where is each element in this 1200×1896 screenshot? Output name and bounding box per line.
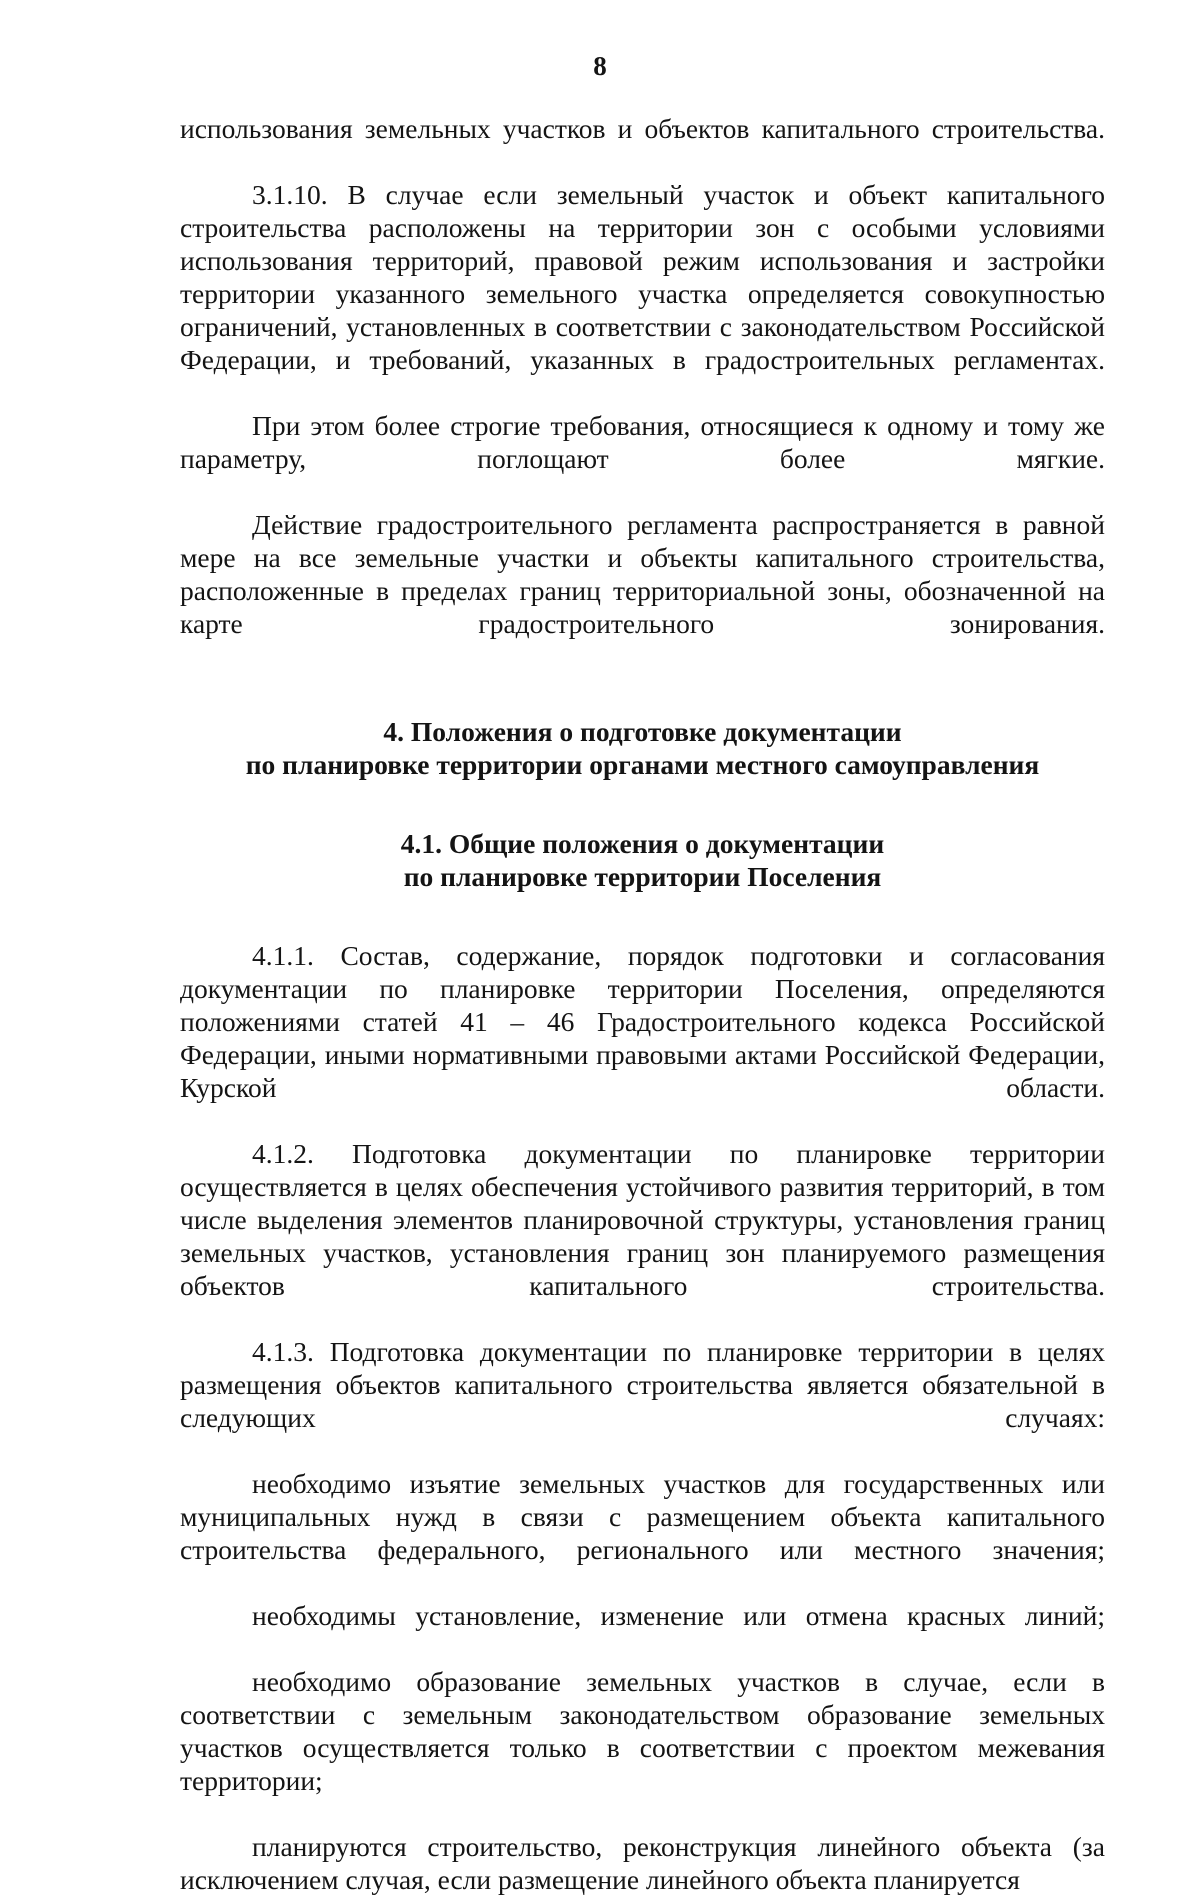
paragraph-3-1-10: 3.1.10. В случае если земельный участок и объект капитального строительства расположены на территории зон с особыми условиями использования территорий, правовой режим использования и застройки территории указанного земельного участка определяется совокупностью ограничений, установленных в соответствии с законодательством Российской Федерации, и требований, указанных в градостроительных регламентах. xyxy=(180,179,1105,375)
section-heading xyxy=(180,715,1105,781)
subsection-heading-line-2: по планировке территории Поселения xyxy=(403,861,882,892)
list-item-linear-object: планируются строительство, реконструкция линейного объекта (за исключением случая, если размещение линейного объекта планируется xyxy=(180,1831,1105,1895)
section-heading-line-2: по планировке территории органами местного самоуправления xyxy=(245,749,1040,780)
paragraph-4-1-1: 4.1.1. Состав, содержание, порядок подготовки и согласования документации по планировке территории Поселения, определяются положениями статей 41 – 46 Градостроительного кодекса Российской Федерации, иными нормативными правовыми актами Российской Федерации, Курской области. xyxy=(180,940,1105,1103)
subsection-heading xyxy=(180,827,1105,893)
list-item-red-lines: необходимы установление, изменение или отмена красных линий; xyxy=(252,1600,1105,1631)
page-number: 8 xyxy=(593,51,607,81)
subsection-heading-line-1: 4.1. Общие положения о документации xyxy=(400,828,885,859)
paragraph-strict-requirements: При этом более строгие требования, относящиеся к одному и тому же параметру, поглощают более мягкие. xyxy=(180,410,1105,474)
list-item-land-seizure: необходимо изъятие земельных участков для государственных или муниципальных нужд в связи с размещением объекта капитального строительства федерального, регионального или местного значения; xyxy=(180,1468,1105,1565)
paragraph-4-1-3: 4.1.3. Подготовка документации по планировке территории в целях размещения объектов капитального строительства является обязательной в следующих случаях: xyxy=(180,1336,1105,1433)
section-heading-line-1: 4. Положения о подготовке документации xyxy=(383,716,902,747)
paragraph-regulation-scope: Действие градостроительного регламента распространяется в равной мере на все земельные участки и объекты капитального строительства, расположенные в пределах границ территориальной зоны, обозначенной на карте градостроительного зонирования. xyxy=(180,509,1105,639)
paragraph-continuation: использования земельных участков и объектов капитального строительства. xyxy=(180,113,1105,144)
paragraph-4-1-2: 4.1.2. Подготовка документации по планировке территории осуществляется в целях обеспечения устойчивого развития территорий, в том числе выделения элементов планировочной структуры, установления границ земельных участков, установления границ зон планируемого размещения объектов капитального строительства. xyxy=(180,1138,1105,1301)
document-body xyxy=(180,112,1105,1896)
list-item-land-formation: необходимо образование земельных участков в случае, если в соответствии с земельным законодательством образование земельных участков осуществляется только в соответствии с проектом межевания территории; xyxy=(180,1666,1105,1796)
